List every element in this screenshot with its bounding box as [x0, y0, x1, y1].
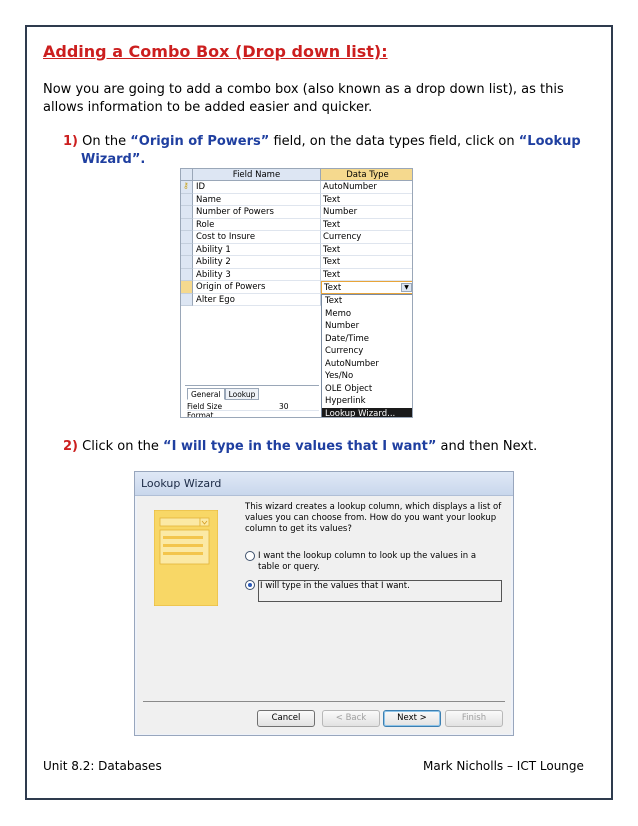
row-selector[interactable] — [181, 256, 193, 269]
table-row[interactable] — [181, 219, 413, 232]
lookup-wizard-dialog — [134, 471, 514, 736]
step-2 — [63, 438, 583, 456]
field-name-cell[interactable]: Role — [193, 219, 321, 232]
option-lookup-table-label[interactable]: I want the lookup column to look up the values in a table or query. — [258, 551, 477, 572]
row-selector[interactable] — [181, 219, 193, 232]
field-properties-pane — [185, 385, 319, 418]
step-1-text-a: On the — [82, 134, 131, 149]
radio-lookup-table[interactable] — [245, 551, 255, 561]
field-name-header: Field Name — [193, 169, 321, 181]
data-type-combo[interactable] — [321, 281, 413, 294]
table-row[interactable] — [181, 231, 413, 244]
dropdown-option-lookup-wizard[interactable]: Lookup Wizard... — [322, 408, 413, 419]
step-1-highlight-lookup: “Lookup — [518, 134, 581, 149]
data-type-dropdown-list — [321, 294, 413, 418]
dropdown-option[interactable]: Date/Time — [325, 333, 369, 344]
step-2-text-a: Click on the — [82, 439, 164, 454]
dropdown-option[interactable]: Hyperlink — [325, 396, 366, 406]
finish-button[interactable]: Finish — [445, 710, 503, 727]
step-2-text-b: and then Next. — [436, 439, 538, 454]
data-type-cell[interactable]: Currency — [321, 231, 413, 244]
step-1-number: 1) — [63, 134, 78, 149]
row-selector[interactable] — [181, 181, 193, 194]
step-1-highlight-field: “Origin of Powers” — [130, 134, 270, 149]
table-row[interactable] — [181, 256, 413, 269]
field-name-cell[interactable]: Cost to Insure — [193, 231, 321, 244]
step-1-highlight-wizard: Wizard” — [81, 152, 141, 167]
step-2-highlight: “I will type in the values that I want” — [163, 439, 437, 454]
row-selector[interactable] — [181, 194, 193, 207]
property-row[interactable] — [187, 411, 319, 418]
dropdown-option[interactable]: Memo — [325, 308, 352, 319]
row-selector[interactable] — [181, 206, 193, 219]
dialog-divider — [143, 701, 505, 702]
step-1-text-b: field, on the data types field, click on — [269, 134, 519, 149]
intro-paragraph: Now you are going to add a combo box (also known as a drop down list), as this allows information to be added easier and quicker. — [43, 82, 564, 115]
footer-author: Mark Nicholls – ICT Lounge — [423, 759, 584, 773]
dropdown-option[interactable]: Currency — [325, 346, 364, 356]
property-value[interactable]: 30 — [279, 402, 289, 411]
radio-type-values[interactable] — [245, 580, 255, 590]
option-type-values-label[interactable]: I will type in the values that I want. — [258, 580, 502, 602]
dropdown-option[interactable]: OLE Object — [325, 383, 373, 394]
table-row[interactable] — [181, 269, 413, 282]
step-2-number: 2) — [63, 439, 78, 454]
field-name-cell[interactable]: Alter Ego — [193, 294, 321, 307]
table-row[interactable] — [181, 206, 413, 219]
data-type-cell[interactable]: Text — [321, 194, 413, 207]
table-row-active[interactable] — [181, 281, 413, 294]
field-name-cell[interactable]: Origin of Powers — [193, 281, 321, 294]
data-type-combo-value: Text — [324, 283, 342, 293]
tab-general[interactable]: General — [187, 388, 225, 400]
data-type-cell[interactable]: Text — [321, 244, 413, 257]
dialog-body — [137, 496, 511, 734]
field-name-cell[interactable]: Number of Powers — [193, 206, 321, 219]
property-label: Format — [187, 411, 214, 418]
field-name-cell[interactable]: Ability 2 — [193, 256, 321, 269]
property-label: Field Size — [187, 402, 223, 411]
field-name-cell[interactable]: Ability 1 — [193, 244, 321, 257]
row-selector[interactable] — [181, 294, 193, 307]
wizard-illustration-icon — [154, 510, 218, 606]
dropdown-option[interactable]: Text — [325, 296, 343, 306]
cancel-button[interactable]: Cancel — [257, 710, 315, 727]
dropdown-option[interactable]: Number — [325, 321, 360, 331]
step-1-text-c: . — [140, 152, 146, 167]
property-row[interactable] — [187, 402, 319, 411]
row-selector[interactable] — [181, 281, 193, 294]
table-design-view — [180, 168, 413, 418]
data-type-cell[interactable]: Text — [321, 269, 413, 282]
option-type-values[interactable] — [245, 580, 500, 602]
next-button[interactable]: Next > — [383, 710, 441, 727]
wizard-description: This wizard creates a lookup column, which displays a list of values you can choose from. How do you want your lookup column to get its values? — [245, 502, 502, 534]
primary-key-icon: ⚷ — [183, 181, 189, 190]
back-button[interactable]: < Back — [322, 710, 380, 727]
page-title: Adding a Combo Box (Drop down list): — [43, 42, 388, 61]
properties-tabs — [187, 388, 259, 400]
field-name-cell[interactable]: Name — [193, 194, 321, 207]
data-type-cell[interactable]: AutoNumber — [321, 181, 413, 194]
row-selector[interactable] — [181, 231, 193, 244]
data-type-cell[interactable]: Number — [321, 206, 413, 219]
footer-unit: Unit 8.2: Databases — [43, 759, 162, 773]
step-1 — [63, 133, 583, 169]
field-name-cell[interactable]: Ability 3 — [193, 269, 321, 282]
row-selector[interactable] — [181, 244, 193, 257]
dialog-title: Lookup Wizard — [135, 472, 513, 496]
table-row[interactable] — [181, 194, 413, 207]
data-type-cell[interactable]: Text — [321, 256, 413, 269]
dropdown-option[interactable]: Yes/No — [325, 371, 354, 381]
row-selector-header — [181, 169, 193, 181]
data-type-cell[interactable]: Text — [321, 219, 413, 232]
data-type-header: Data Type — [321, 169, 413, 181]
tab-lookup[interactable]: Lookup — [225, 388, 260, 400]
chevron-down-icon[interactable]: ▼ — [401, 283, 412, 292]
dropdown-option[interactable]: AutoNumber — [325, 358, 379, 369]
field-name-cell[interactable]: ID — [193, 181, 321, 194]
table-row[interactable] — [181, 181, 413, 194]
table-row[interactable] — [181, 244, 413, 257]
row-selector[interactable] — [181, 269, 193, 282]
